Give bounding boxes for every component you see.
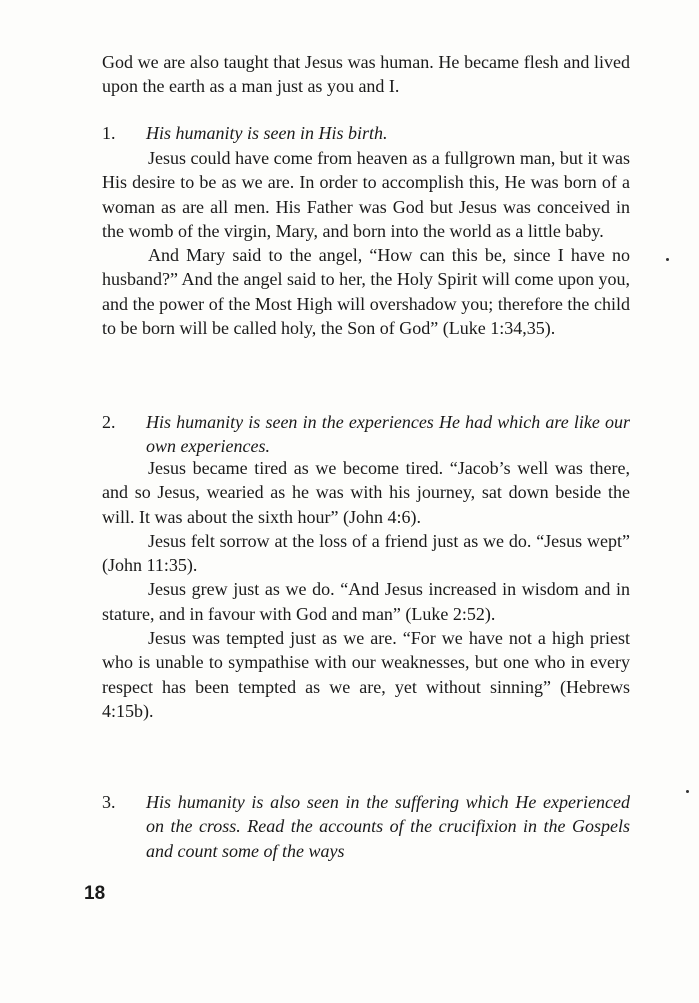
section-1-number: 1.: [102, 123, 116, 143]
section-3-heading-text: His humanity is also seen in the suffering which He experienced on the cross. Read the accounts of the crucifixion in the Gospels and count some of the ways: [146, 792, 630, 861]
section-3-number: 3.: [102, 792, 116, 812]
section-2-heading-text: His humanity is seen in the experiences He had which are like our own experiences.: [146, 412, 630, 457]
paragraph: And Mary said to the angel, “How can this be, since I have no husband?” And the angel said to her, the Holy Spirit will come upon you, and the power of the Most High will overshadow you; therefore the child to be born will be called holy, the Son of God” (Luke 1:34,35).: [102, 245, 630, 339]
page-number: 18: [84, 883, 106, 904]
section-2-body: [102, 456, 630, 723]
paragraph: Jesus could have come from heaven as a fullgrown man, but it was His desire to be as we are. In order to accomplish this, He was born of a woman as are all men. His Father was God but Jesus was conceived in the womb of the virgin, Mary, and born into the world as a little baby.: [102, 148, 630, 241]
section-2-heading: [102, 410, 630, 459]
paragraph: Jesus was tempted just as we are. “For we have not a high priest who is unable to sympathise with our weaknesses, but one who in every respect has been tempted as we are, yet without sinning” (Hebrews 4:15b).: [102, 628, 630, 721]
scan-speck: [686, 790, 689, 793]
intro-text: God we are also taught that Jesus was human. He became flesh and lived upon the earth as a man just as you and I.: [102, 52, 630, 97]
section-2-number: 2.: [102, 412, 116, 432]
intro-paragraph: [102, 50, 630, 99]
section-3-heading: [102, 790, 630, 863]
paragraph: Jesus grew just as we do. “And Jesus increased in wisdom and in stature, and in favour with God and man” (Luke 2:52).: [102, 579, 630, 624]
paragraph: Jesus felt sorrow at the loss of a friend just as we do. “Jesus wept” (John 11:35).: [102, 530, 630, 576]
scan-speck: [666, 258, 669, 261]
section-1-body: [102, 146, 630, 340]
section-1-heading: [102, 121, 630, 145]
paragraph: Jesus became tired as we become tired. “Jacob’s well was there, and so Jesus, wearied as he was with his journey, sat down beside the will. It was about the sixth hour” (John 4:6).: [102, 458, 630, 527]
section-1-heading-text: His humanity is seen in His birth.: [146, 123, 388, 143]
